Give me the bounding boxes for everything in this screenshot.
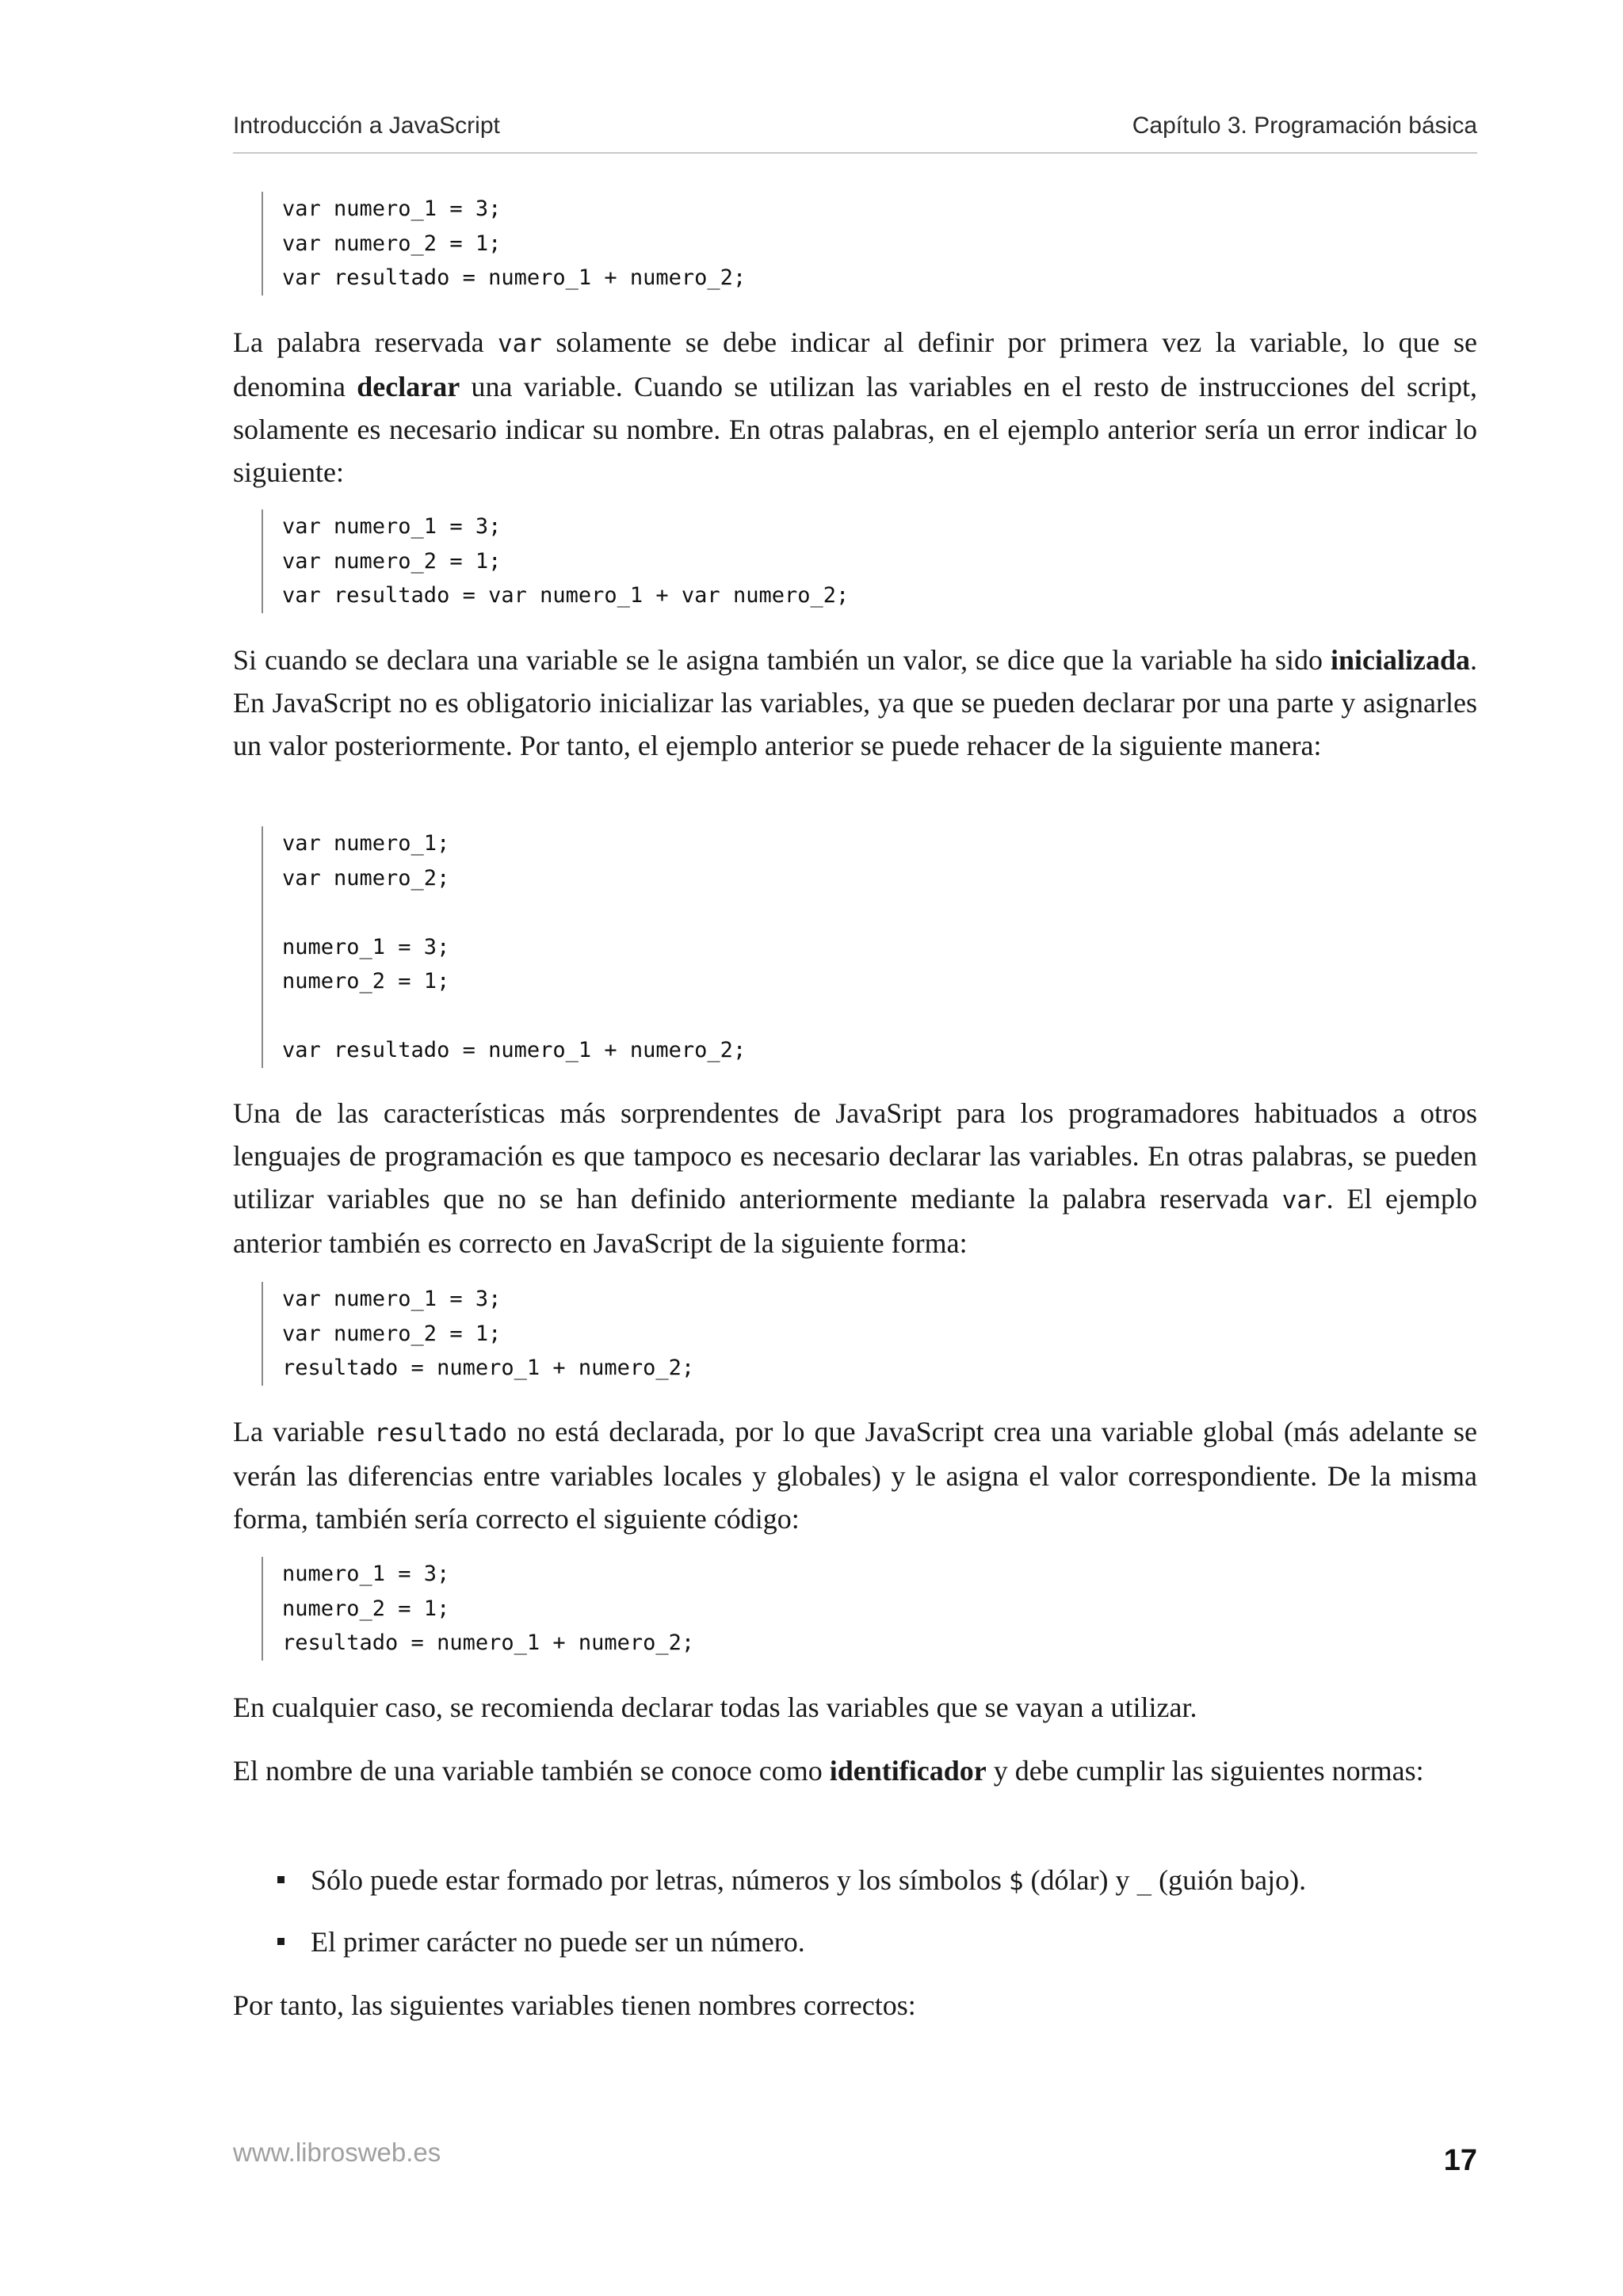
code-line: var numero_1; <box>282 831 450 856</box>
code-line: var numero_1 = 3; <box>282 196 502 221</box>
code-block-2 <box>262 509 849 613</box>
inline-code: $ <box>1008 1867 1024 1896</box>
paragraph-3: Una de las características más sorprendentes de JavaSript para los programadores habituados a otros lenguajes de programación es que tampoco es necesario declarar las variables. En otras palabras, se pueden utilizar variables que no se han definido anteriormente mediante la palabra reservada var. El ejemplo anterior también es correcto en JavaScript de la siguiente forma: <box>233 1097 1477 1259</box>
bold-term: inicializada <box>1330 644 1470 676</box>
code-line: var resultado = numero_1 + numero_2; <box>282 1038 747 1062</box>
code-line: resultado = numero_1 + numero_2; <box>282 1630 695 1655</box>
inline-code: _ <box>1136 1867 1152 1896</box>
book-title: Introducción a JavaScript <box>233 113 500 139</box>
code-line: var numero_2 = 1; <box>282 231 502 256</box>
code-line: var resultado = var numero_1 + var numero_2; <box>282 583 850 608</box>
bullet-icon <box>277 1938 285 1945</box>
paragraph-7: Por tanto, las siguientes variables tienen nombres correctos: <box>233 1989 916 2021</box>
code-block-1 <box>262 192 746 296</box>
paragraph-5: En cualquier caso, se recomienda declarar todas las variables que se vayan a utilizar. <box>233 1691 1197 1723</box>
code-block-3 <box>262 826 746 1068</box>
code-line: numero_2 = 1; <box>282 969 450 994</box>
code-line: resultado = numero_1 + numero_2; <box>282 1356 695 1380</box>
page-number: 17 <box>1443 2144 1477 2177</box>
bold-term: declarar <box>357 371 460 402</box>
code-line: numero_1 = 3; <box>282 934 450 959</box>
paragraph-4: La variable resultado no está declarada, por lo que JavaScript crea una variable global (más adelante se verán las diferencias entre variables locales y globales) y le asigna el valor correspondiente. De la misma forma, también sería correcto el siguiente código: <box>233 1416 1477 1535</box>
code-line: numero_2 = 1; <box>282 1596 450 1621</box>
code-line: var numero_1 = 3; <box>282 1287 502 1311</box>
chapter-title: Capítulo 3. Programación básica <box>1132 113 1477 139</box>
code-line: var numero_2 = 1; <box>282 548 502 574</box>
code-line: var numero_2; <box>282 865 450 891</box>
code-line: var numero_1 = 3; <box>282 514 502 539</box>
bold-term: identificador <box>829 1755 987 1787</box>
inline-code: var <box>1281 1186 1327 1215</box>
code-block-4 <box>262 1282 694 1386</box>
page-header <box>233 109 1477 154</box>
inline-code: resultado <box>374 1419 508 1447</box>
code-line: numero_1 = 3; <box>282 1562 450 1586</box>
paragraph-2: Si cuando se declara una variable se le asigna también un valor, se dice que la variable ha sido inicializada. En JavaScript no es obligatorio inicializar las variables, ya que se pueden declarar por una parte y asignarles un valor posteriormente. Por tanto, el ejemplo anterior se puede rehacer de la siguiente manera: <box>233 644 1477 761</box>
code-line <box>282 895 746 930</box>
code-line <box>282 999 746 1034</box>
bullet-icon <box>277 1876 285 1883</box>
paragraph-6: El nombre de una variable también se conoce como identificador y debe cumplir las siguientes normas: <box>233 1755 1424 1787</box>
inline-code: var <box>497 330 542 358</box>
code-line: var numero_2 = 1; <box>282 1321 502 1346</box>
paragraph-1: La palabra reservada var solamente se debe indicar al definir por primera vez la variable, lo que se denomina declarar una variable. Cuando se utilizan las variables en el resto de instrucciones del script, solamente es necesario indicar su nombre. En otras palabras, en el ejemplo anterior sería un error indicar lo siguiente: <box>233 326 1478 488</box>
code-block-5 <box>262 1557 694 1661</box>
footer-url: www.librosweb.es <box>233 2138 441 2167</box>
code-line: var resultado = numero_1 + numero_2; <box>282 265 747 290</box>
